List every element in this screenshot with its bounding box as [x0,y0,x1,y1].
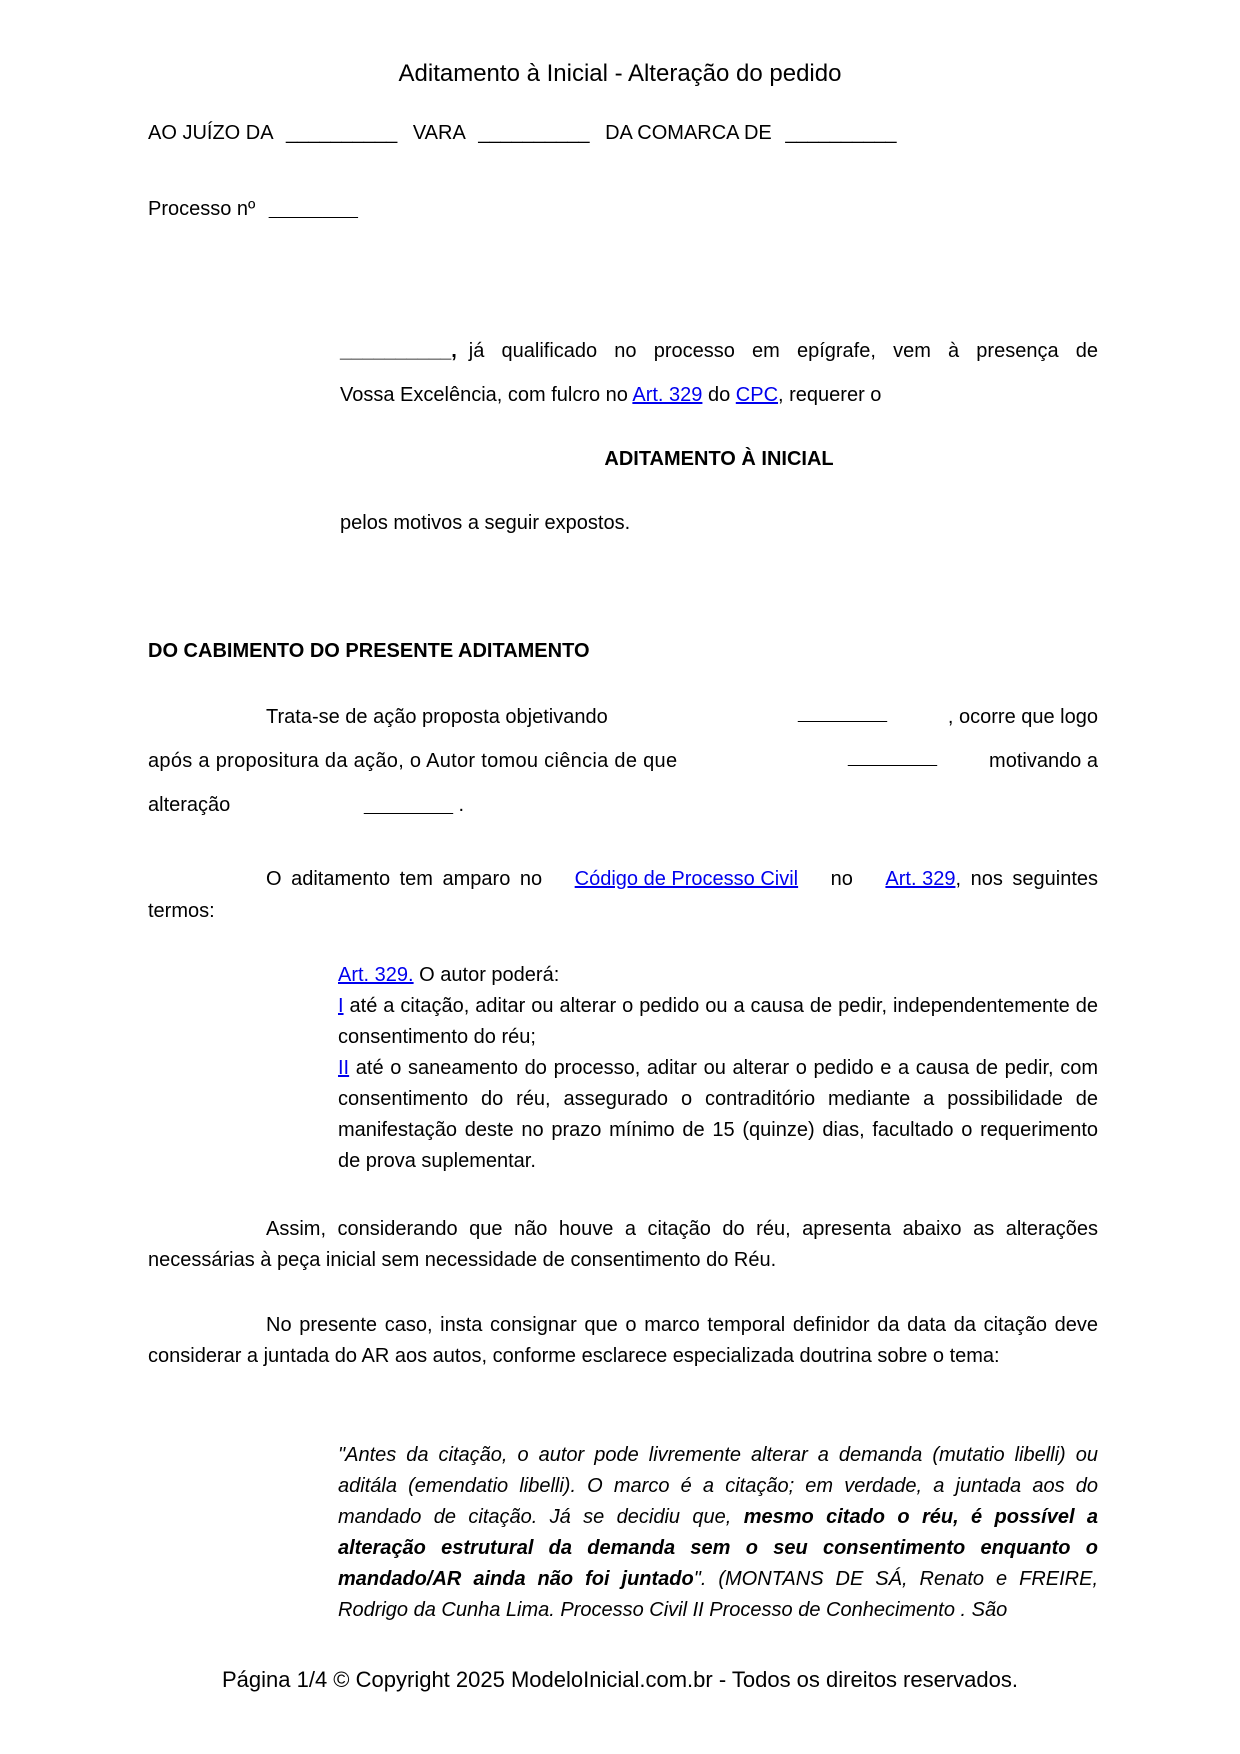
cpc-link[interactable]: CPC [735,384,779,406]
law-art-text: O autor poderá: [419,964,560,986]
codigo-processo-civil-link[interactable]: Código de Processo Civil [574,868,799,890]
blank-vara-number: __________ [286,122,398,144]
vara-label: VARA [412,122,465,144]
para2-a: O aditamento tem amparo no [266,868,543,890]
para4: No presente caso, insta consignar que o marco temporal definidor da data da citação deve considerar a juntada do AR aos autos, conforme esclarece especializada doutrina sobre o tema: [148,1314,1098,1367]
para1-line2 [148,750,1098,773]
quote-bold-part: mesmo citado o réu, é possível a alteração estrutural da demanda sem o seu consentimento enquanto o mandado/AR ainda não foi juntado [338,1506,1099,1590]
para1-line1-b [798,706,1098,729]
intro-requerer-text: , requerer o [778,384,882,406]
page-header: Aditamento à Inicial - Alteração do pedido [398,60,842,87]
intro-line2-text: Vossa Excelência, com fulcro no [340,384,628,406]
blank-comarca: __________ [785,122,897,144]
para2-termos: termos: [148,900,215,922]
section-title-cabimento: DO CABIMENTO DO PRESENTE ADITAMENTO [148,640,590,662]
para1-line2-a: após a propositura da ação, o Autor tomou ciência de que [148,750,678,772]
art-329-law-link[interactable]: Art. 329. [338,964,414,986]
para1-line2-end: motivando a [989,750,1098,772]
blank-vara-name: __________ [478,122,590,144]
art-329-link[interactable]: Art. 329 [632,384,703,406]
doctrine-quote [338,1440,1098,1626]
law-inciso-ii-text: até o saneamento do processo, aditar ou alterar o pedido e a causa de pedir, com consentimento do réu, assegurado o contraditório mediante a possibilidade de manifestação deste no prazo mínimo de 15 (quinze) dias, facultado o requerimento de prova suplementar. [338,1057,1098,1172]
art-329-link-2[interactable]: Art. 329 [885,868,956,890]
blank-party-name: __________ [340,340,452,362]
para2-line1 [266,868,1098,891]
addressee-line [148,122,897,145]
motivos-text: pelos motivos a seguir expostos. [340,512,631,534]
para2-c: , nos seguintes [955,868,1098,890]
para1-line3-dot: . [458,794,465,816]
blank-alteracao: __________ [364,798,453,815]
para1-line3-a: alteração [148,794,231,816]
para1-line1-end: , ocorre que logo [947,706,1098,728]
intro-line1-text: já qualificado no processo em epígrafe, vem à presença de [468,340,1098,362]
quote-part-a: "Antes da citação, o autor pode livremente alterar a demanda (mutatio libelli) ou aditála (emendatio libelli). O marco é a citação; em verdade, a juntada aos do mandado de citação. Já se decidiu que, [338,1444,1098,1528]
law-citation [338,960,1098,1177]
intro-line-1 [340,340,1098,363]
blank-objetivo: __________ [798,706,887,723]
inciso-ii-link[interactable]: II [338,1057,350,1079]
processo-label: Processo nº [148,198,256,220]
comarca-label: DA COMARCA DE [605,122,772,144]
para1-line3 [148,794,465,817]
law-inciso-i-text: até a citação, aditar ou alterar o pedido ou a causa de pedir, independentemente de consentimento do réu; [338,995,1098,1048]
page-footer: Página 1/4 © Copyright 2025 ModeloInicial.com.br - Todos os direitos reservados. [222,1667,1018,1692]
request-title: ADITAMENTO À INICIAL [604,448,834,470]
quote-part-c: ". (MONTANS DE SÁ, Renato e FREIRE, Rodrigo da Cunha Lima. Processo Civil II Processo de Conhecimento . São [338,1568,1098,1621]
inciso-i-link[interactable]: I [338,995,344,1017]
ao-juizo-label: AO JUÍZO DA [148,122,273,144]
intro-comma: , [451,340,457,362]
para1-line1-a: Trata-se de ação proposta objetivando [266,706,608,728]
blank-processo: __________ [268,202,358,219]
intro-line-2 [340,384,881,407]
intro-do-text: do [707,384,731,406]
para2-no: no [830,868,853,890]
processo-line [148,198,358,221]
para3: Assim, considerando que não houve a citação do réu, apresenta abaixo as alterações necessárias à peça inicial sem necessidade de consentimento do Réu. [148,1218,1098,1271]
blank-ciencia: __________ [848,750,937,767]
